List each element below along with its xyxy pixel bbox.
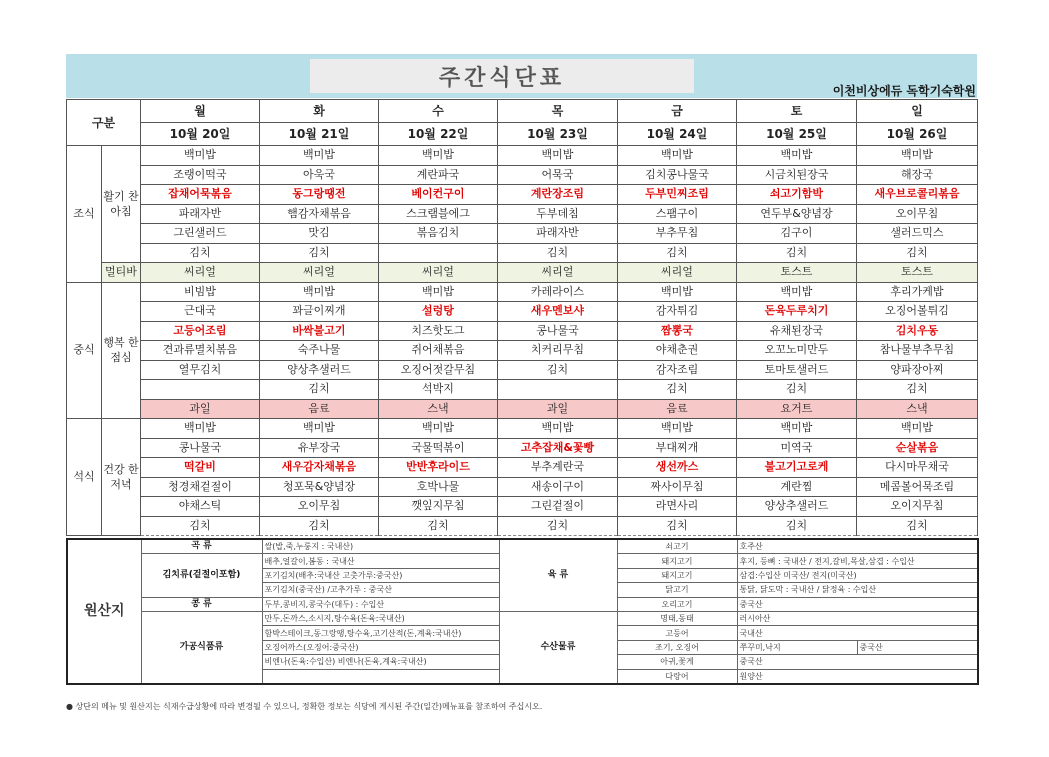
menu-item: 꽈글이찌개 — [260, 302, 379, 322]
menu-row — [67, 282, 978, 302]
menu-item: 숙주나물 — [260, 341, 379, 361]
origin-category: 김치류(겉절이포함) — [141, 554, 262, 597]
menu-item: 그린겉절이 — [498, 497, 618, 517]
menu-item: 깻잎지무침 — [379, 497, 498, 517]
menu-row — [67, 204, 978, 224]
origin-country: 쭈꾸미,낙지 — [737, 640, 857, 654]
menu-item: 비빔밥 — [141, 282, 260, 302]
origin-food: 명태,동태 — [617, 611, 737, 625]
menu-item: 김치우동 — [857, 321, 978, 341]
menu-item: 양상추샐러드 — [260, 360, 379, 380]
menu-item: 햄감자채볶음 — [260, 204, 379, 224]
menu-item: 잡채어묵볶음 — [141, 185, 260, 205]
date-header: 10월 20일 — [141, 123, 260, 146]
menu-item: 콩나물국 — [498, 321, 618, 341]
day-header: 수 — [379, 100, 498, 123]
origin-country: 중국산 — [737, 655, 978, 669]
menu-row — [67, 380, 978, 400]
menu-row — [67, 165, 978, 185]
meal-sub-label: 활기 찬 아침 — [102, 146, 141, 263]
menu-item: 견과류멸치볶음 — [141, 341, 260, 361]
menu-item: 야채춘권 — [618, 341, 737, 361]
menu-item: 양파장아찌 — [857, 360, 978, 380]
menu-extra-item: 씨리얼 — [141, 263, 260, 283]
day-header: 토 — [737, 100, 857, 123]
menu-extra-item: 토스트 — [737, 263, 857, 283]
origin-row — [67, 611, 978, 625]
menu-item: 어묵국 — [498, 165, 618, 185]
menu-item: 설렁탕 — [379, 302, 498, 322]
menu-item: 메콤볼어묵조림 — [857, 477, 978, 497]
origin-item: 오징어까스(오징어:중국산) — [262, 640, 499, 654]
origin-food: 아귀,꽃게 — [617, 655, 737, 669]
origin-food: 닭고기 — [617, 583, 737, 597]
meal-sub-label: 건강 한 저녁 — [102, 419, 141, 536]
meal-label: 조식 — [67, 146, 102, 283]
menu-row — [67, 419, 978, 439]
date-header: 10월 23일 — [498, 123, 618, 146]
origin-category: 육 류 — [499, 539, 617, 611]
menu-row — [67, 185, 978, 205]
origin-country: 후지, 등뼈 : 국내산 / 전지,갈비,목살,삼겹 : 수입산 — [737, 554, 978, 568]
menu-extra-row — [67, 263, 978, 283]
menu-item: 부대찌개 — [618, 438, 737, 458]
menu-item: 오징어젓갈무침 — [379, 360, 498, 380]
menu-item: 백미밥 — [498, 146, 618, 166]
origin-country: 중국산 — [857, 640, 978, 654]
menu-item: 김치 — [618, 243, 737, 263]
menu-item: 베이컨구이 — [379, 185, 498, 205]
menu-row — [67, 477, 978, 497]
menu-item: 생선까스 — [618, 458, 737, 478]
date-header: 10월 21일 — [260, 123, 379, 146]
origin-item: 함박스테이크,동그랑땡,탕수육,고기산적(돈,계육:국내산) — [262, 626, 499, 640]
menu-extra-row — [67, 399, 978, 419]
menu-item: 새우감자채볶음 — [260, 458, 379, 478]
date-header: 10월 25일 — [737, 123, 857, 146]
menu-item: 오이지무침 — [857, 497, 978, 517]
menu-item: 김치 — [498, 360, 618, 380]
menu-item: 백미밥 — [260, 419, 379, 439]
origin-food: 쇠고기 — [617, 539, 737, 554]
menu-item: 백미밥 — [618, 282, 737, 302]
menu-item: 김치 — [737, 243, 857, 263]
menu-item: 카레라이스 — [498, 282, 618, 302]
menu-item: 오징어볼튀김 — [857, 302, 978, 322]
menu-item: 스크램블에그 — [379, 204, 498, 224]
menu-item: 계란파국 — [379, 165, 498, 185]
origin-table — [66, 538, 979, 685]
menu-item: 부추무침 — [618, 224, 737, 244]
menu-item: 김치 — [857, 243, 978, 263]
menu-item: 계란장조림 — [498, 185, 618, 205]
menu-item: 백미밥 — [618, 419, 737, 439]
meal-sub-label: 행복 한 점심 — [102, 282, 141, 419]
menu-item: 두부데침 — [498, 204, 618, 224]
menu-item: 맛김 — [260, 224, 379, 244]
menu-item: 해장국 — [857, 165, 978, 185]
origin-food: 조기, 오징어 — [617, 640, 737, 654]
menu-item: 양상추샐러드 — [737, 497, 857, 517]
menu-item: 감자튀김 — [618, 302, 737, 322]
menu-row — [67, 224, 978, 244]
menu-item: 김치 — [498, 516, 618, 536]
origin-country: 국내산 — [737, 626, 978, 640]
menu-item: 유부장국 — [260, 438, 379, 458]
page-title: 주간식단표 — [438, 65, 566, 91]
menu-item: 야채스틱 — [141, 497, 260, 517]
origin-food: 돼지고기 — [617, 568, 737, 582]
menu-item — [141, 380, 260, 400]
origin-item: 포기김치(배추:국내산 고춧가루:중국산) — [262, 568, 499, 582]
menu-item: 돈육두루치기 — [737, 302, 857, 322]
menu-extra-item: 음료 — [260, 399, 379, 419]
menu-item: 연두부&양념장 — [737, 204, 857, 224]
menu-item: 불고기고로케 — [737, 458, 857, 478]
menu-item: 파래자반 — [141, 204, 260, 224]
menu-extra-item: 스낵 — [379, 399, 498, 419]
menu-item: 김치 — [141, 243, 260, 263]
origin-row — [67, 539, 978, 554]
origin-country: 러시아산 — [737, 611, 978, 625]
menu-extra-item: 씨리얼 — [260, 263, 379, 283]
day-header: 일 — [857, 100, 978, 123]
multi-bar-label: 멀티바 — [102, 263, 141, 283]
menu-item: 계란찜 — [737, 477, 857, 497]
menu-item: 백미밥 — [857, 419, 978, 439]
menu-item: 라면사리 — [618, 497, 737, 517]
menu-item: 오이무침 — [857, 204, 978, 224]
meal-label: 중식 — [67, 282, 102, 419]
menu-item: 백미밥 — [260, 282, 379, 302]
menu-item: 두부민찌조림 — [618, 185, 737, 205]
title-box — [310, 59, 694, 93]
menu-item: 파래자반 — [498, 224, 618, 244]
menu-item: 김치 — [141, 516, 260, 536]
origin-food: 오리고기 — [617, 597, 737, 611]
menu-item: 근대국 — [141, 302, 260, 322]
menu-extra-item: 씨리얼 — [379, 263, 498, 283]
menu-item: 석박지 — [379, 380, 498, 400]
footer-note: ● 상단의 메뉴 및 원산지는 식재수급상황에 따라 변경될 수 있으니, 정확한 정보는 식당에 게시된 주간(일간)메뉴표를 참조하여 주십시오. — [66, 702, 543, 711]
menu-item: 김치콩나물국 — [618, 165, 737, 185]
menu-item: 김치 — [498, 243, 618, 263]
day-header: 목 — [498, 100, 618, 123]
menu-extra-item: 토스트 — [857, 263, 978, 283]
menu-item: 백미밥 — [260, 146, 379, 166]
origin-country: 호주산 — [737, 539, 978, 554]
menu-extra-item: 요거트 — [737, 399, 857, 419]
menu-item: 참나물부추무침 — [857, 341, 978, 361]
menu-item: 국물떡볶이 — [379, 438, 498, 458]
menu-item: 백미밥 — [141, 419, 260, 439]
menu-item: 후리가케밥 — [857, 282, 978, 302]
menu-row — [67, 321, 978, 341]
menu-row — [67, 302, 978, 322]
date-header: 10월 22일 — [379, 123, 498, 146]
menu-item: 샐러드믹스 — [857, 224, 978, 244]
menu-item: 동그랑땡전 — [260, 185, 379, 205]
menu-item: 백미밥 — [737, 419, 857, 439]
menu-extra-item: 씨리얼 — [498, 263, 618, 283]
origin-item: 배추,얼갈이,봄동 : 국내산 — [262, 554, 499, 568]
menu-extra-item: 과일 — [141, 399, 260, 419]
menu-item: 김치 — [379, 516, 498, 536]
menu-item: 김치 — [737, 380, 857, 400]
category-header: 구분 — [67, 100, 141, 146]
origin-item: 비엔나(돈육:수입산) 비엔나(돈육,계육:국내산) — [262, 655, 499, 669]
origin-item: 쌀(밥,죽,누룽지 : 국내산) — [262, 539, 499, 554]
menu-item: 아욱국 — [260, 165, 379, 185]
menu-item: 쇠고기함박 — [737, 185, 857, 205]
menu-item: 미역국 — [737, 438, 857, 458]
menu-item: 김치 — [618, 516, 737, 536]
date-header: 10월 26일 — [857, 123, 978, 146]
menu-extra-item: 스낵 — [857, 399, 978, 419]
menu-item: 순살볶음 — [857, 438, 978, 458]
meal-label: 석식 — [67, 419, 102, 536]
menu-item: 떡갈비 — [141, 458, 260, 478]
origin-country: 원양산 — [737, 669, 978, 684]
menu-row — [67, 146, 978, 166]
origin-item: 두부,콩비지,콩국수(대두) : 수입산 — [262, 597, 499, 611]
menu-item: 고등어조림 — [141, 321, 260, 341]
day-header: 화 — [260, 100, 379, 123]
menu-item: 호박나물 — [379, 477, 498, 497]
menu-row — [67, 516, 978, 536]
date-header: 10월 24일 — [618, 123, 737, 146]
menu-item: 치커리무침 — [498, 341, 618, 361]
menu-item: 유채된장국 — [737, 321, 857, 341]
origin-item: 포기김치(중국산) /고추가루 : 중국산 — [262, 583, 499, 597]
menu-item: 토마토샐러드 — [737, 360, 857, 380]
menu-item: 김구이 — [737, 224, 857, 244]
origin-food: 고등어 — [617, 626, 737, 640]
menu-item: 오이무침 — [260, 497, 379, 517]
menu-item: 쥐어채볶음 — [379, 341, 498, 361]
menu-item: 다시마무채국 — [857, 458, 978, 478]
origin-country: 삼겹:수입산 미국산/ 전지(미국산) — [737, 568, 978, 582]
menu-item: 치즈핫도그 — [379, 321, 498, 341]
menu-item: 그린샐러드 — [141, 224, 260, 244]
menu-item: 백미밥 — [379, 419, 498, 439]
menu-extra-item: 음료 — [618, 399, 737, 419]
menu-item: 김치 — [737, 516, 857, 536]
menu-item: 청포묵&양념장 — [260, 477, 379, 497]
menu-item: 열무김치 — [141, 360, 260, 380]
menu-item: 새우멘보샤 — [498, 302, 618, 322]
menu-row — [67, 341, 978, 361]
menu-item: 김치 — [260, 380, 379, 400]
menu-item: 백미밥 — [141, 146, 260, 166]
origin-item — [262, 669, 499, 684]
menu-item: 짜사이무침 — [618, 477, 737, 497]
menu-row — [67, 458, 978, 478]
menu-item: 백미밥 — [737, 146, 857, 166]
origin-category: 콩 류 — [141, 597, 262, 611]
menu-item: 새우브로콜리볶음 — [857, 185, 978, 205]
menu-item: 백미밥 — [618, 146, 737, 166]
menu-item: 김치 — [618, 380, 737, 400]
origin-category: 가공식품류 — [141, 611, 262, 683]
menu-row — [67, 497, 978, 517]
menu-item: 백미밥 — [498, 419, 618, 439]
menu-item: 김치 — [260, 516, 379, 536]
origin-category: 수산물류 — [499, 611, 617, 683]
menu-item — [498, 380, 618, 400]
menu-item: 짬뽕국 — [618, 321, 737, 341]
menu-item: 김치 — [857, 380, 978, 400]
origin-title: 원산지 — [67, 539, 141, 684]
menu-item: 콩나물국 — [141, 438, 260, 458]
menu-item: 새송이구이 — [498, 477, 618, 497]
menu-item: 백미밥 — [737, 282, 857, 302]
menu-row — [67, 360, 978, 380]
menu-item: 백미밥 — [379, 146, 498, 166]
menu-row — [67, 243, 978, 263]
menu-item: 백미밥 — [857, 146, 978, 166]
menu-item: 조랭이떡국 — [141, 165, 260, 185]
menu-item: 감자조림 — [618, 360, 737, 380]
menu-extra-item: 과일 — [498, 399, 618, 419]
origin-food: 다랑어 — [617, 669, 737, 684]
menu-item: 반반후라이드 — [379, 458, 498, 478]
origin-country: 중국산 — [737, 597, 978, 611]
menu-item: 부추계란국 — [498, 458, 618, 478]
menu-item: 김치 — [260, 243, 379, 263]
menu-item: 시금치된장국 — [737, 165, 857, 185]
day-header: 금 — [618, 100, 737, 123]
origin-item: 만두,돈까스,소시지,탕수육(돈육:국내산) — [262, 611, 499, 625]
day-header: 월 — [141, 100, 260, 123]
origin-food: 돼지고기 — [617, 554, 737, 568]
menu-item: 김치 — [857, 516, 978, 536]
menu-item: 볶음김치 — [379, 224, 498, 244]
menu-extra-item: 씨리얼 — [618, 263, 737, 283]
menu-item: 고추잡채&꽃빵 — [498, 438, 618, 458]
menu-table — [66, 99, 978, 536]
menu-item — [379, 243, 498, 263]
origin-category: 곡 류 — [141, 539, 262, 554]
menu-item: 백미밥 — [379, 282, 498, 302]
menu-item: 바싹불고기 — [260, 321, 379, 341]
menu-item: 스팸구이 — [618, 204, 737, 224]
school-name: 이천비상에듀 독학기숙학원 — [832, 84, 976, 98]
origin-country: 통닭, 닭도막 : 국내산 / 닭정육 : 수입산 — [737, 583, 978, 597]
menu-item: 청경채겉절이 — [141, 477, 260, 497]
menu-item: 오꼬노미만두 — [737, 341, 857, 361]
menu-row — [67, 438, 978, 458]
